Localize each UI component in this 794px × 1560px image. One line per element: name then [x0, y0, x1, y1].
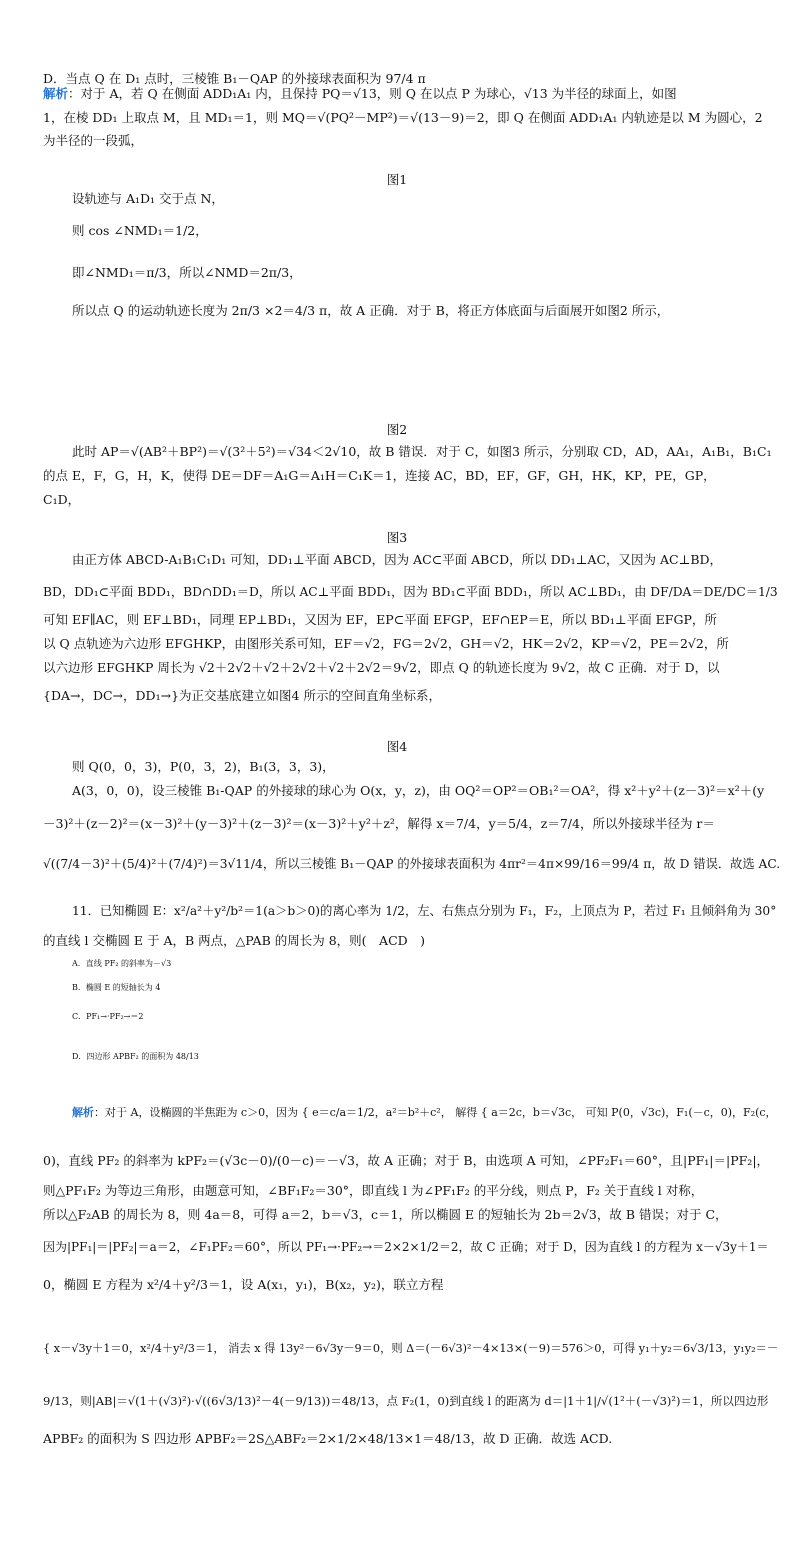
text-line: 此时 AP＝√(AB²＋BP²)＝√(3²＋5²)＝√34＜2√10，故 B 错误．对于 C，如图3 所示，分别取 CD，AD，AA₁，A₁B₁，B₁C₁ — [72, 444, 772, 459]
text-line: 可知 EF∥AC，则 EF⊥BD₁，同理 EP⊥BD₁，又因为 EF，EP⊂平面 EFGP，EF∩EP＝E，所以 BD₁⊥平面 EFGP，所 — [43, 612, 717, 627]
text-line: ：对于 A，设椭圆的半焦距为 c＞0，因为 { e＝c/a＝1/2，a²＝b²＋c²， 解得 { a＝2c，b＝√3c， 可知 P(0，√3c)，F₁(－c，0)，F₂(c， — [94, 1106, 777, 1119]
figure-caption: 图2 — [386, 422, 408, 437]
text-line: √((7/4－3)²＋(5/4)²＋(7/4)²)＝3√11/4，所以三棱锥 B₁－QAP 的外接球表面积为 4πr²＝4π×99/16＝99/4 π，故 D 错误．故选 AC. — [43, 857, 781, 871]
text-line: ：对于 A，若 Q 在侧面 ADD₁A₁ 内，且保持 PQ＝√13，则 Q 在以点 P 为球心，√13 为半径的球面上，如图 — [68, 86, 677, 101]
question-11-stem: 的直线 l 交椭圆 E 于 A，B 两点，△PAB 的周长为 8，则( ACD ) — [43, 933, 426, 948]
solution-label: 解析 — [72, 1106, 94, 1119]
question-11-stem: 11．已知椭圆 E：x²/a²＋y²/b²＝1(a＞b＞0)的离心率为 1/2，左、右焦点分别为 F₁，F₂，上顶点为 P，若过 F₁ 且倾斜角为 30° — [72, 904, 777, 918]
text-line: 则△PF₁F₂ 为等边三角形，由题意可知，∠BF₁F₂＝30°，即直线 l 为∠PF₁F₂ 的平分线，则点 P，F₂ 关于直线 l 对称， — [43, 1183, 704, 1198]
text-line: －3)²＋(z－2)²＝(x－3)²＋(y－3)²＋(z－3)²＝(x－3)²＋y²＋z²，解得 x＝7/4，y＝5/4，z＝7/4，所以外接球半径为 r＝ — [43, 816, 715, 831]
option-c: C．PF₁→·PF₂→＝2 — [72, 1012, 144, 1021]
text-line: 为半径的一段弧， — [43, 133, 144, 148]
figure-caption: 图1 — [386, 172, 408, 187]
text-line: C₁D， — [43, 492, 81, 507]
text-line: 的点 E，F，G，H，K，使得 DE＝DF＝A₁G＝A₁H＝C₁K＝1，连接 AC，BD，EF，GF，GH，HK，KP，PE，GP， — [43, 468, 716, 483]
text-line: 0，椭圆 E 方程为 x²/4＋y²/3＝1，设 A(x₁，y₁)，B(x₂，y₂)，联立方程 — [43, 1277, 444, 1292]
text-line: 9/13，则|AB|＝√(1＋(√3)²)·√((6√3/13)²－4(－9/13))＝48/13，点 F₂(1，0)到直线 l 的距离为 d＝|1＋1|/√(1²＋(－√3)²)＝1，所以四边形 — [43, 1394, 769, 1408]
text-line: BD，DD₁⊂平面 BDD₁，BD∩DD₁＝D，所以 AC⊥平面 BDD₁，因为 BD₁⊂平面 BDD₁，所以 AC⊥BD₁，由 DF/DA＝DE/DC＝1/3 — [43, 585, 778, 599]
text-line: APBF₂ 的面积为 S 四边形 APBF₂＝2S△ABF₂＝2×1/2×48/13×1＝48/13，故 D 正确．故选 ACD. — [43, 1431, 613, 1446]
text-line: 0)，直线 PF₂ 的斜率为 kPF₂＝(√3c－0)/(0－c)＝－√3，故 A 正确；对于 B，由选项 A 可知，∠PF₂F₁＝60°，且|PF₁|＝|PF₂|， — [43, 1153, 770, 1168]
solution-label: 解析 — [43, 86, 69, 101]
text-line: 1，在棱 DD₁ 上取点 M，且 MD₁＝1，则 MQ＝√(PQ²－MP²)＝√(13－9)＝2，即 Q 在侧面 ADD₁A₁ 内轨迹是以 M 为圆心，2 — [43, 110, 763, 125]
option-b: B．椭圆 E 的短轴长为 4 — [72, 983, 161, 992]
text-line: 所以△F₂AB 的周长为 8，则 4a＝8，可得 a＝2，b＝√3，c＝1，所以椭圆 E 的短轴长为 2b＝2√3，故 B 错误；对于 C， — [43, 1207, 728, 1222]
text-line: {DA→，DC→，DD₁→}为正交基底建立如图4 所示的空间直角坐标系， — [43, 688, 441, 703]
option-a: A．直线 PF₂ 的斜率为－√3 — [72, 959, 172, 968]
text-line: 则 cos ∠NMD₁＝1/2， — [72, 223, 208, 238]
text-line: 即∠NMD₁＝π/3，所以∠NMD＝2π/3， — [72, 265, 302, 280]
text-line: 由正方体 ABCD-A₁B₁C₁D₁ 可知，DD₁⊥平面 ABCD，因为 AC⊂平面 ABCD，所以 DD₁⊥AC，又因为 AC⊥BD， — [72, 552, 723, 567]
option-d: D．四边形 APBF₂ 的面积为 48/13 — [72, 1052, 199, 1061]
figure-caption: 图4 — [386, 739, 408, 754]
text-line: 设轨迹与 A₁D₁ 交于点 N， — [72, 191, 224, 206]
solution-paragraph-1 — [43, 85, 773, 103]
text-line: A(3，0，0)，设三棱锥 B₁-QAP 的外接球的球心为 O(x，y，z)，由 OQ²＝OP²＝OB₁²＝OA²，得 x²＋y²＋(z－3)²＝x²＋(y — [72, 783, 765, 798]
text-line: 因为|PF₁|＝|PF₂|＝a＝2，∠F₁PF₂＝60°，所以 PF₁→·PF₂→＝2×2×1/2＝2，故 C 正确；对于 D，因为直线 l 的方程为 x－√3y＋1＝ — [43, 1240, 769, 1254]
text-line: 以六边形 EFGHKP 周长为 √2＋2√2＋√2＋2√2＋√2＋2√2＝9√2，即点 Q 的轨迹长度为 9√2，故 C 正确．对于 D，以 — [43, 660, 720, 675]
solution-paragraph-2 — [72, 1104, 777, 1122]
text-line: 则 Q(0，0，3)，P(0，3，2)，B₁(3，3，3)， — [72, 759, 335, 774]
option-d-previous: D．当点 Q 在 D₁ 点时，三棱锥 B₁－QAP 的外接球表面积为 97/4 π — [43, 71, 426, 86]
text-line: 所以点 Q 的运动轨迹长度为 2π/3 ×2＝4/3 π，故 A 正确．对于 B，将正方体底面与后面展开如图2 所示， — [72, 303, 670, 318]
text-line: { x－√3y＋1＝0，x²/4＋y²/3＝1， 消去 x 得 13y²－6√3y－9＝0，则 Δ＝(－6√3)²－4×13×(－9)＝576＞0，可得 y₁＋y₂＝6√3/13，y₁y₂＝－ — [43, 1342, 779, 1355]
text-line: 以 Q 点轨迹为六边形 EFGHKP，由图形关系可知，EF＝√2，FG＝2√2，GH＝√2，HK＝2√2，KP＝√2，PE＝2√2，所 — [43, 636, 729, 651]
figure-caption: 图3 — [386, 530, 408, 545]
